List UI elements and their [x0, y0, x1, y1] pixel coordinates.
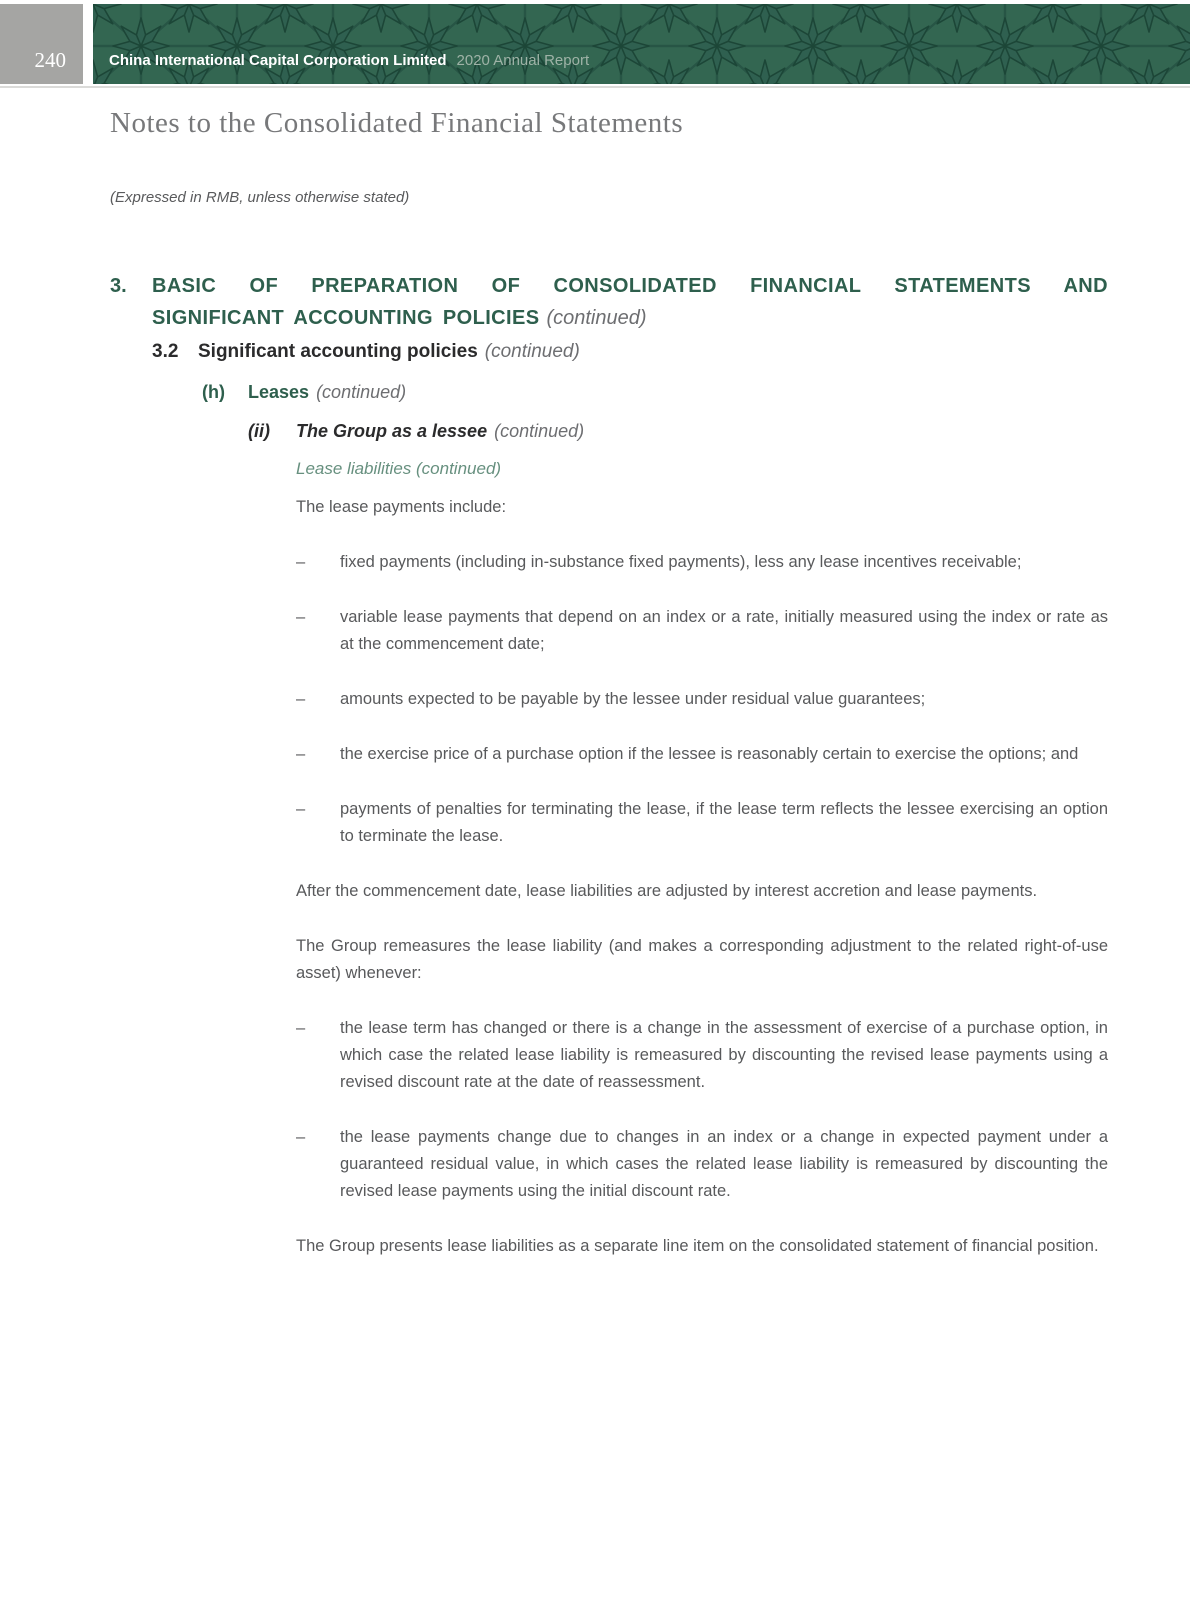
list-item	[296, 604, 1108, 658]
list-item-text: amounts expected to be payable by the lessee under residual value guarantees;	[340, 690, 926, 708]
bullet-dash: –	[296, 553, 306, 571]
body-paragraph: The Group presents lease liabilities as a separate line item on the consolidated statement of financial position.	[296, 1237, 1099, 1255]
body-paragraph: After the commencement date, lease liabilities are adjusted by interest accretion and lease payments.	[296, 882, 1038, 900]
header-divider	[0, 86, 1190, 88]
list-item-text: the exercise price of a purchase option if the lessee is reasonably certain to exercise the options; and	[340, 745, 1079, 763]
bullet-dash: –	[296, 800, 306, 818]
item-ii-heading	[248, 418, 1108, 444]
section-title-line1: BASIC OF PREPARATION OF CONSOLIDATED FINANCIAL STATEMENTS AND	[152, 275, 1108, 297]
list-item	[296, 1124, 1108, 1205]
lease-liabilities-heading: Lease liabilities (continued)	[296, 459, 502, 478]
item-h-heading	[202, 379, 1108, 405]
list-item-text: payments of penalties for terminating the lease, if the lease term reflects the lessee exercising an option to terminate the lease.	[340, 800, 1108, 845]
list-item	[296, 1015, 1108, 1096]
banner-text	[109, 52, 589, 69]
company-name: China International Capital Corporation Limited	[109, 52, 447, 69]
list-item-text: the lease term has changed or there is a change in the assessment of exercise of a purchase option, in which case the related lease liability is remeasured by discounting the revised lease payments using a revised discount rate at the date of reassessment.	[340, 1019, 1108, 1091]
banner-pattern-graphic	[93, 4, 1190, 84]
header-banner	[93, 4, 1190, 84]
page-number-box	[0, 4, 83, 84]
bullet-dash: –	[296, 745, 306, 763]
bullet-dash: –	[296, 608, 306, 626]
page-title: Notes to the Consolidated Financial Statements	[110, 107, 684, 139]
item-h-title: Leases (continued)	[248, 382, 407, 402]
item-ii-label: (ii)	[248, 421, 270, 441]
subsection-number: 3.2	[152, 341, 179, 362]
bullet-dash: –	[296, 1019, 306, 1037]
body-paragraph: The Group remeasures the lease liability (and makes a corresponding adjustment to the related right-of-use asset) whenever:	[296, 937, 1108, 982]
list-item	[296, 741, 1108, 768]
continued-label: (continued)	[546, 307, 647, 329]
page-number: 240	[34, 48, 66, 72]
body-text-column	[296, 494, 1108, 1260]
list-item	[296, 686, 1108, 713]
currency-note: (Expressed in RMB, unless otherwise stated)	[110, 189, 410, 206]
list-item-text: the lease payments change due to changes in an index or a change in expected payment under a guaranteed residual value, in which cases the related lease liability is remeasured by discounting the revised lease payments using the initial discount rate.	[340, 1128, 1108, 1200]
section-heading	[110, 270, 1108, 334]
list-item	[296, 549, 1108, 576]
bullet-dash: –	[296, 1128, 306, 1146]
continued-label: (continued)	[494, 421, 585, 441]
item-ii-title: The Group as a lessee (continued)	[296, 421, 585, 441]
report-title: 2020 Annual Report	[456, 52, 590, 69]
list-item	[296, 796, 1108, 850]
list-item-text: fixed payments (including in-substance fixed payments), less any lease incentives receivable;	[340, 553, 1022, 571]
list-item-text: variable lease payments that depend on an index or a rate, initially measured using the index or rate as at the commencement date;	[340, 608, 1108, 653]
page-header	[0, 0, 1190, 84]
item-h-label: (h)	[202, 382, 225, 402]
subsection-title: Significant accounting policies (continued)	[198, 341, 580, 362]
subsection-heading	[152, 339, 1108, 365]
section-title-line2: SIGNIFICANT ACCOUNTING POLICIES (continued)	[152, 307, 647, 329]
section-title	[152, 270, 1108, 334]
continued-label: (continued)	[484, 341, 580, 362]
section-number: 3.	[110, 275, 127, 297]
bullet-dash: –	[296, 690, 306, 708]
intro-paragraph: The lease payments include:	[296, 498, 507, 516]
continued-label: (continued)	[316, 382, 407, 402]
